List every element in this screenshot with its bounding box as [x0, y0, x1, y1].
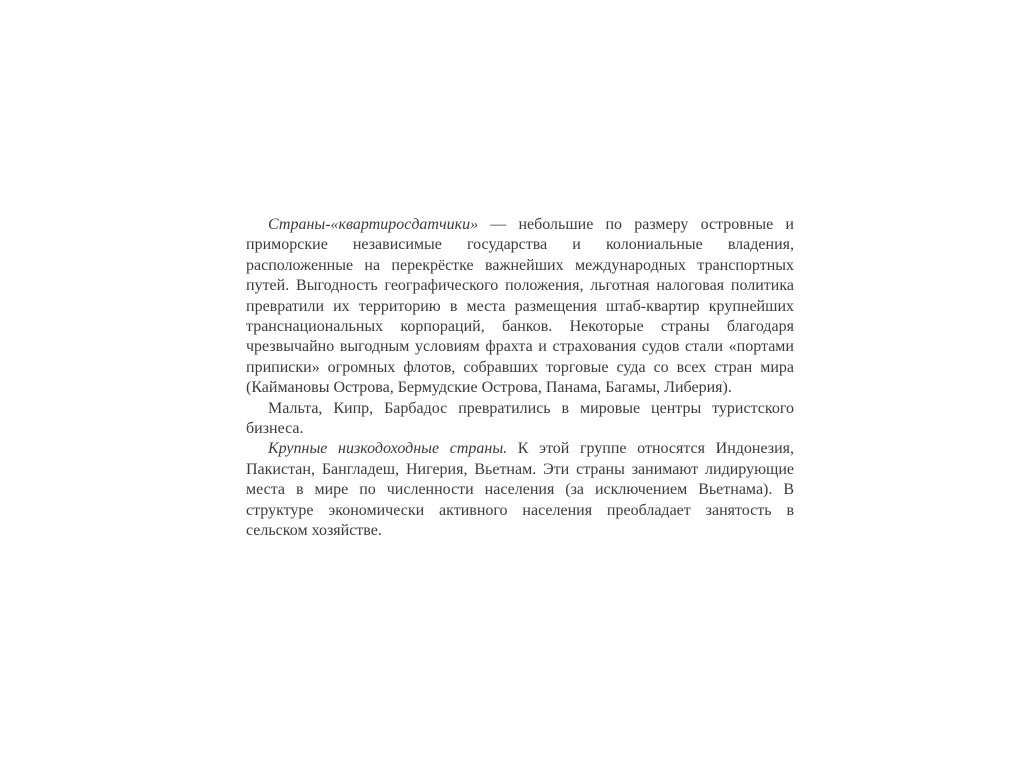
- document-text: [246, 215, 794, 542]
- term-low-income-countries: Крупные низкодоходные страны.: [268, 440, 508, 458]
- paragraph-tourism-centers: [246, 399, 794, 440]
- paragraph-rentier-countries-text: — небольшие по размеру островные и приморские независимые государства и колониальные владения, расположенные на перекрёстке важнейших международных транспортных путей. Выгодность географического положения, льготная налоговая политика превратили их территорию в места размещения штаб-квартир крупнейших транснациональных корпораций, банков. Некоторые страны благодаря чрезвычайно выгодным условиям фрахта и страхования судов стали «портами приписки» огромных флотов, собравших торговые суда со всех стран мира (Каймановы Острова, Бермудские Острова, Панама, Багамы, Либерия).: [246, 216, 794, 397]
- paragraph-low-income-countries: [246, 439, 794, 541]
- paragraph-low-income-countries-text: К этой группе относятся Индонезия, Пакистан, Бангладеш, Нигерия, Вьетнам. Эти страны занимают лидирующие места в мире по численности населения (за исключением Вьетнама). В структуре экономически активного населения преобладает занятость в сельском хозяйстве.: [246, 440, 795, 540]
- paragraph-rentier-countries: [246, 215, 794, 399]
- paragraph-tourism-centers-text: Мальта, Кипр, Барбадос превратились в мировые центры туристского бизнеса.: [246, 399, 794, 438]
- term-rentier-countries: Страны-«квартиросдатчики»: [268, 216, 479, 233]
